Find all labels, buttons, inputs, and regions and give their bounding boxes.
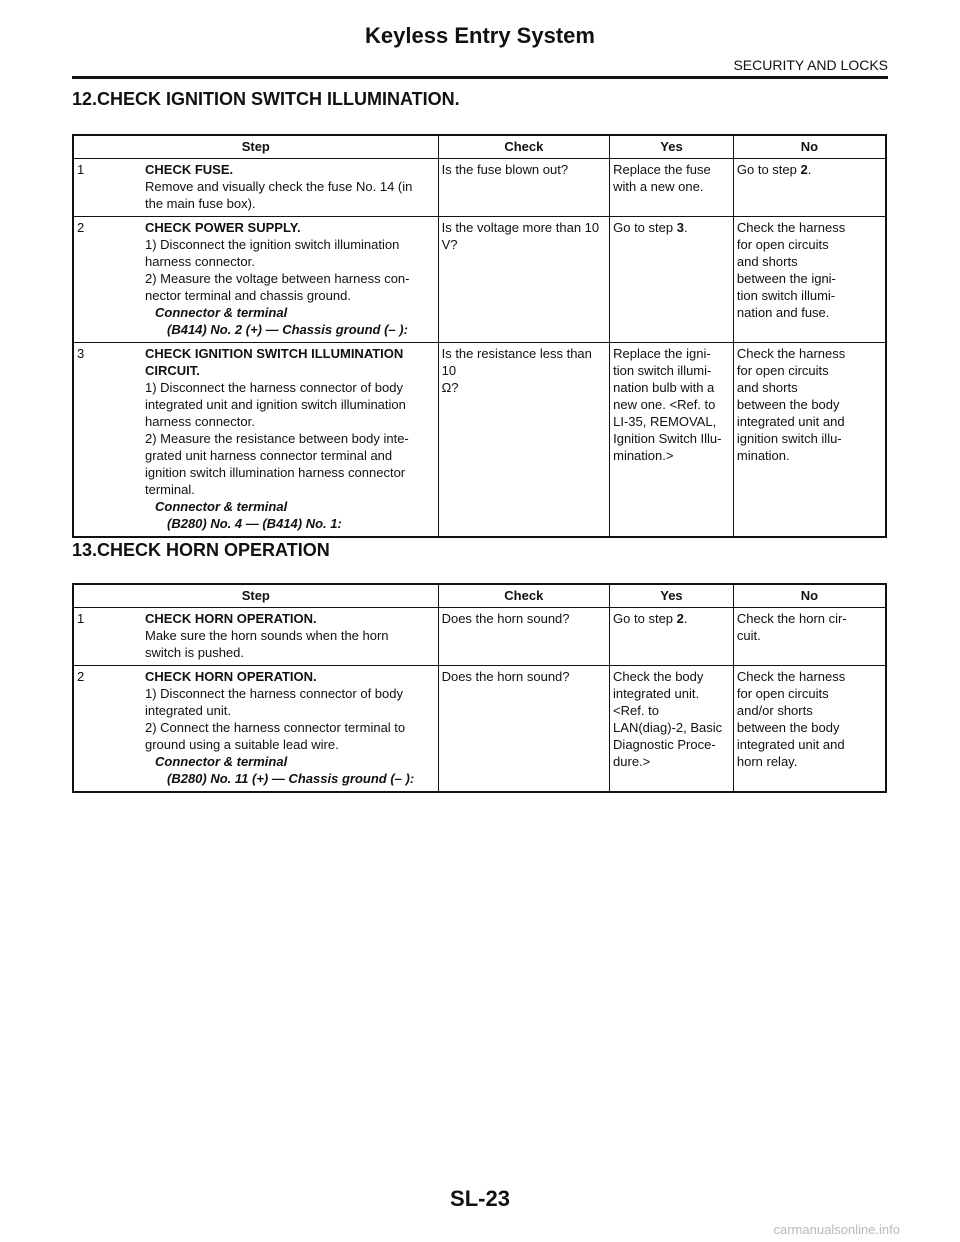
column-header-no: No	[733, 135, 886, 159]
no-cell	[733, 159, 886, 217]
step-heading: CHECK HORN OPERATION.	[145, 611, 317, 626]
column-header-check: Check	[438, 135, 610, 159]
column-header-no: No	[733, 584, 886, 608]
step-number: 1	[77, 162, 85, 177]
table-row	[73, 217, 886, 343]
step-instruction: 2) Connect the harness connector terminal to ground using a suitable lead wire.	[145, 720, 406, 752]
step-instruction: 2) Measure the resistance between body inte- grated unit harness connector terminal and ignition switch illumination harness connector terminal.	[145, 431, 409, 497]
step-reference-link[interactable]: 2	[676, 611, 684, 626]
step-instruction: 1) Disconnect the harness connector of body integrated unit and ignition switch illumination harness connector.	[145, 380, 406, 429]
column-header-yes: Yes	[610, 135, 734, 159]
connector-terminal-value: (B414) No. 2 (+) — Chassis ground (– ):	[167, 322, 408, 337]
page-number: SL-23	[450, 1186, 510, 1211]
connector-label: Connector & terminal	[155, 499, 288, 514]
step-cell	[73, 217, 438, 343]
connector-terminal-value: (B280) No. 4 — (B414) No. 1:	[167, 516, 342, 531]
step-cell	[73, 666, 438, 793]
table-header-row	[73, 584, 886, 608]
procedure-13-title: 13.CHECK HORN OPERATION	[72, 540, 330, 560]
no-cell: Check the horn cir- cuit.	[733, 608, 886, 666]
step-reference-link[interactable]: 2	[800, 162, 808, 177]
no-text: Go to step	[736, 162, 801, 177]
step-heading: CHECK IGNITION SWITCH ILLUMINATION CIRCUIT.	[145, 346, 404, 378]
connector-terminal-value: (B280) No. 11 (+) — Chassis ground (– ):	[167, 771, 415, 786]
step-reference-link[interactable]: 3	[676, 220, 684, 235]
connector-label: Connector & terminal	[155, 305, 288, 320]
check-cell: Is the resistance less than 10 Ω?	[438, 343, 610, 538]
step-number: 1	[77, 611, 85, 626]
header-divider	[72, 76, 888, 79]
yes-cell: Replace the fuse with a new one.	[610, 159, 734, 217]
step-number: 3	[77, 346, 85, 361]
step-heading: CHECK POWER SUPPLY.	[145, 220, 301, 235]
step-cell	[73, 159, 438, 217]
step-instruction: 1) Disconnect the ignition switch illumination harness connector.	[145, 237, 400, 269]
yes-text-tail: .	[683, 611, 688, 626]
yes-text: Go to step	[613, 220, 677, 235]
step-cell	[73, 608, 438, 666]
table-row	[73, 666, 886, 793]
connector-label: Connector & terminal	[155, 754, 288, 769]
yes-cell: Replace the igni- tion switch illumi- nation bulb with a new one. <Ref. to LI-35, REMOVAL, Ignition Switch Illu- mination.>	[610, 343, 734, 538]
step-instruction: 2) Measure the voltage between harness con- nector terminal and chassis ground.	[145, 271, 410, 303]
step-heading: CHECK FUSE.	[145, 162, 234, 177]
yes-cell	[610, 217, 734, 343]
check-cell: Does the horn sound?	[438, 666, 609, 793]
yes-text-tail: .	[683, 220, 688, 235]
step-number: 2	[77, 220, 85, 235]
page-title: Keyless Entry System	[365, 23, 595, 48]
check-cell: Is the voltage more than 10 V?	[438, 217, 610, 343]
procedure-13-table	[72, 583, 887, 793]
check-cell: Does the horn sound?	[438, 608, 609, 666]
check-cell: Is the fuse blown out?	[438, 159, 610, 217]
table-row	[73, 159, 886, 217]
column-header-step: Step	[73, 584, 438, 608]
watermark: carmanualsonline.info	[773, 1222, 900, 1237]
step-instruction: 1) Disconnect the harness connector of body integrated unit.	[145, 686, 403, 718]
section-name: SECURITY AND LOCKS	[733, 57, 888, 73]
yes-text: Go to step	[613, 611, 677, 626]
step-instruction: Make sure the horn sounds when the horn switch is pushed.	[145, 628, 389, 660]
no-cell: Check the harness for open circuits and/or shorts between the body integrated unit and horn relay.	[733, 666, 886, 793]
no-cell: Check the harness for open circuits and shorts between the igni- tion switch illumi- nation and fuse.	[733, 217, 886, 343]
no-cell: Check the harness for open circuits and shorts between the body integrated unit and ignition switch illu- mination.	[733, 343, 886, 538]
column-header-yes: Yes	[610, 584, 734, 608]
step-instruction: Remove and visually check the fuse No. 14 (in the main fuse box).	[145, 179, 413, 211]
step-cell	[73, 343, 438, 538]
step-heading: CHECK HORN OPERATION.	[145, 669, 317, 684]
table-row	[73, 608, 886, 666]
procedure-12-table	[72, 134, 887, 538]
column-header-check: Check	[438, 584, 609, 608]
step-number: 2	[77, 669, 85, 684]
column-header-step: Step	[73, 135, 438, 159]
yes-cell: Check the body integrated unit. <Ref. to LAN(diag)-2, Basic Diagnostic Proce- dure.>	[610, 666, 734, 793]
procedure-12-title: 12.CHECK IGNITION SWITCH ILLUMINATION.	[72, 89, 460, 109]
no-text-tail: .	[807, 162, 812, 177]
page-header	[72, 22, 888, 74]
yes-cell	[610, 608, 734, 666]
table-header-row	[73, 135, 886, 159]
table-row	[73, 343, 886, 538]
